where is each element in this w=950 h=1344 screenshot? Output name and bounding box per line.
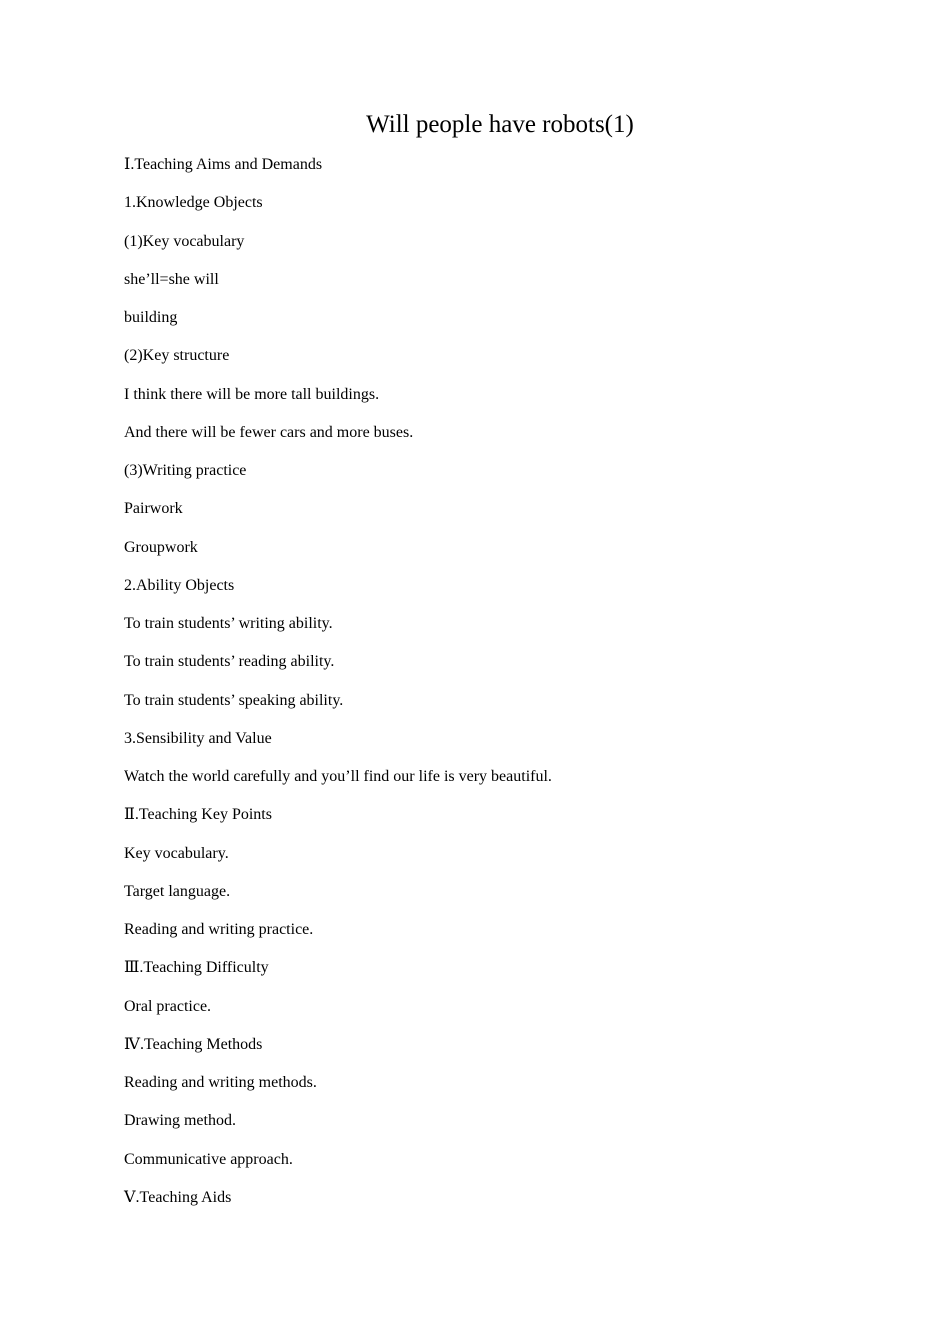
body-line: building: [124, 309, 178, 326]
body-line: To train students’ reading ability.: [124, 653, 335, 671]
body-line: To train students’ writing ability.: [124, 615, 333, 632]
body-line: Groupwork: [124, 538, 198, 556]
body-line: To train students’ speaking ability.: [124, 691, 344, 709]
body-line: Oral practice.: [124, 997, 212, 1015]
item-heading: (2)Key structure: [124, 347, 230, 365]
document-title: Will people have robots(1): [366, 111, 634, 138]
section-heading: Ⅰ.Teaching Aims and Demands: [124, 156, 323, 173]
section-heading: Ⅱ.Teaching Key Points: [124, 806, 272, 824]
body-line: Drawing method.: [124, 1112, 236, 1130]
body-line: Key vocabulary.: [124, 844, 229, 862]
subsection-heading: 3.Sensibility and Value: [124, 729, 272, 747]
item-heading: (1)Key vocabulary: [124, 232, 245, 250]
subsection-heading: 2.Ability Objects: [124, 576, 235, 594]
body-line: Communicative approach.: [124, 1150, 293, 1168]
section-heading: Ⅳ.Teaching Methods: [124, 1035, 263, 1053]
body-line: Target language.: [124, 882, 231, 900]
body-line: And there will be fewer cars and more buses.: [124, 423, 414, 441]
body-line: she’ll=she will: [124, 270, 219, 288]
body-line: Reading and writing practice.: [124, 921, 314, 938]
item-heading: (3)Writing practice: [124, 462, 247, 479]
document-body: [124, 151, 552, 1222]
body-line: Watch the world carefully and you’ll find our life is very beautiful.: [124, 768, 552, 785]
body-line: Reading and writing methods.: [124, 1074, 317, 1091]
body-line: I think there will be more tall buildings.: [124, 385, 380, 403]
body-line: Pairwork: [124, 500, 183, 518]
section-heading: Ⅴ.Teaching Aids: [124, 1188, 232, 1206]
subsection-heading: 1.Knowledge Objects: [124, 194, 263, 212]
section-heading: Ⅲ.Teaching Difficulty: [124, 959, 269, 977]
